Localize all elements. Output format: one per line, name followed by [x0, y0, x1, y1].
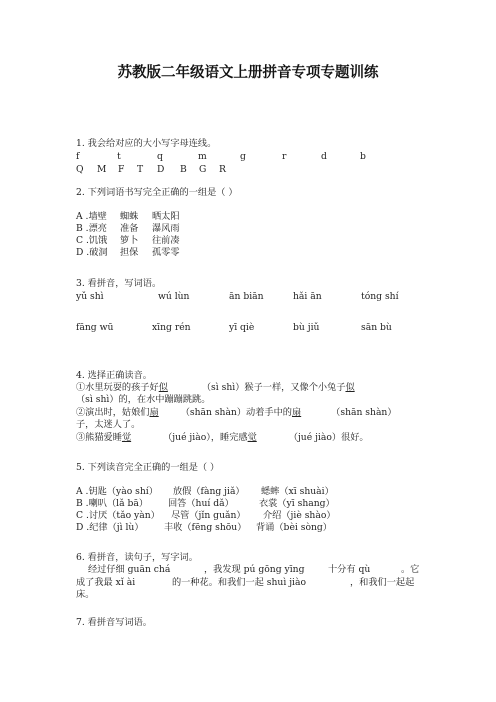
pinyin-item: hǎi ān	[293, 291, 322, 302]
q4-underlined-char: 似	[345, 382, 355, 393]
q6-prompt: 6. 看拼音，读句子，写字词。	[76, 552, 198, 563]
letter-upper: T	[137, 164, 144, 175]
q4-prompt: 4. 选择正确读音。	[76, 370, 152, 381]
pinyin-item: ān biān	[229, 291, 264, 302]
q4-underlined-char: 似	[158, 382, 168, 393]
q5-option-d: D .纪律（jì lù）	[76, 522, 144, 533]
q4-underlined-char: 觉	[247, 432, 257, 443]
q2-word: 孤零零	[152, 247, 180, 258]
q5-word: 蟋蟀（xī shuài）	[261, 486, 334, 497]
q2-word: 往前凑	[152, 235, 180, 246]
q4-item-1-cont: （sì shì）的，在水中蹦蹦跳跳。	[76, 394, 211, 405]
letter-upper: G	[199, 164, 207, 175]
letter-lower: m	[198, 151, 207, 162]
q4-text: （shān shàn）	[331, 407, 397, 418]
letter-upper: Q	[76, 164, 84, 175]
q2-option-d: D .破洞	[76, 247, 108, 258]
pinyin-item: tóng shí	[361, 291, 399, 302]
pinyin-item: bù jiǔ	[293, 322, 320, 333]
q5-option-c: C .讨厌（tǎo yàn）	[76, 510, 160, 521]
letter-lower: q	[157, 151, 163, 162]
q6-text: 成了我最 xǐ ài	[76, 577, 136, 588]
letter-lower: r	[282, 151, 287, 162]
q4-underlined-char: 觉	[121, 432, 132, 443]
pinyin-item: wú lùn	[158, 291, 190, 302]
letter-upper: B	[180, 164, 187, 175]
q7-prompt: 7. 看拼音写词语。	[76, 617, 152, 628]
q4-item-2	[76, 407, 397, 419]
letter-upper: R	[219, 164, 226, 175]
q5-word: 背诵（bèi sòng）	[256, 522, 332, 533]
q4-text: （sì shì）猴子一样，又像个小兔子	[201, 382, 346, 393]
q4-underlined-char: 扇	[149, 407, 159, 418]
q2-word: 准备	[120, 223, 139, 234]
q4-text: （shān shàn）动着手中的	[180, 407, 292, 418]
q6-text: ，和我们一起起	[350, 577, 415, 588]
pinyin-item: fāng wū	[76, 322, 114, 333]
q5-prompt: 5. 下列读音完全正确的一组是（ ）	[76, 462, 220, 473]
q2-word: 蜘蛛	[120, 211, 139, 222]
q2-word: 晒太阳	[152, 211, 180, 222]
q2-option-a: A .墙壁	[76, 211, 107, 222]
letter-lower: d	[321, 151, 327, 162]
q5-word: 介绍（jiè shào）	[263, 510, 336, 521]
q1-prompt: 1. 我会给对应的大小写字母连线。	[76, 138, 217, 149]
q5-word: 丰收（fēng shōu）	[164, 522, 247, 533]
q6-text: 经过仔细 guān chá	[88, 564, 171, 575]
q2-word: 箩卜	[120, 235, 139, 246]
q2-option-b: B .漂亮	[76, 223, 107, 234]
letter-upper: F	[118, 164, 125, 175]
q4-text: ③熊猫爱睡	[76, 432, 122, 443]
document-title: 苏教版二年级语文上册拼音专项专题训练	[117, 65, 379, 81]
letter-upper: M	[97, 164, 107, 175]
q6-text: 的一种花。和我们一起 shuì jiào	[172, 577, 306, 588]
pinyin-item: sān bù	[361, 322, 392, 333]
q2-word: 瀑风雨	[152, 223, 180, 234]
q2-option-c: C .饥饿	[76, 235, 108, 246]
q3-prompt: 3. 看拼音，写词语。	[76, 278, 162, 289]
pinyin-item: xīng rén	[152, 322, 191, 333]
pinyin-item: yǔ shì	[76, 291, 104, 302]
q5-word: 回答（huí dǎ）	[168, 498, 234, 509]
letter-lower: b	[360, 151, 366, 162]
q2-word: 担保	[120, 247, 139, 258]
q5-option-b: B .喇叭（lǎ bā）	[76, 498, 149, 509]
pinyin-item: yī qiè	[229, 322, 255, 333]
q4-text: （jué jiào）很好。	[288, 432, 369, 443]
q4-text: ②演出时，姑娘们	[76, 407, 150, 418]
q4-text: （jué jiào），睡完感	[163, 432, 248, 443]
q4-underlined-char: 扇	[291, 407, 302, 418]
letter-lower: f	[76, 151, 80, 162]
q4-item-2-cont: 子，太迷人了。	[76, 419, 141, 430]
letter-upper: D	[157, 164, 165, 175]
q5-word: 衣裳（yī shang）	[259, 498, 335, 509]
letter-lower: t	[117, 151, 121, 162]
q4-item-1	[76, 382, 355, 394]
q6-text: 床。	[76, 589, 95, 600]
q4-text: ①水里玩耍的孩子好	[76, 382, 159, 393]
q4-item-3	[76, 432, 369, 444]
q5-option-a: A .钥匙（yào shí）	[76, 486, 158, 497]
q6-text: 十分有 qù	[328, 564, 371, 575]
q2-prompt: 2. 下列词语书写完全正确的一组是（ ）	[76, 187, 238, 198]
letter-lower: g	[240, 151, 246, 162]
q5-word: 尽管（jǐn guǎn）	[171, 510, 246, 521]
q5-word: 放假（fàng jiǎ）	[173, 486, 245, 497]
q6-text: ，我发现 pú gōng yīng	[204, 564, 305, 575]
q6-text: 。它	[401, 564, 420, 575]
